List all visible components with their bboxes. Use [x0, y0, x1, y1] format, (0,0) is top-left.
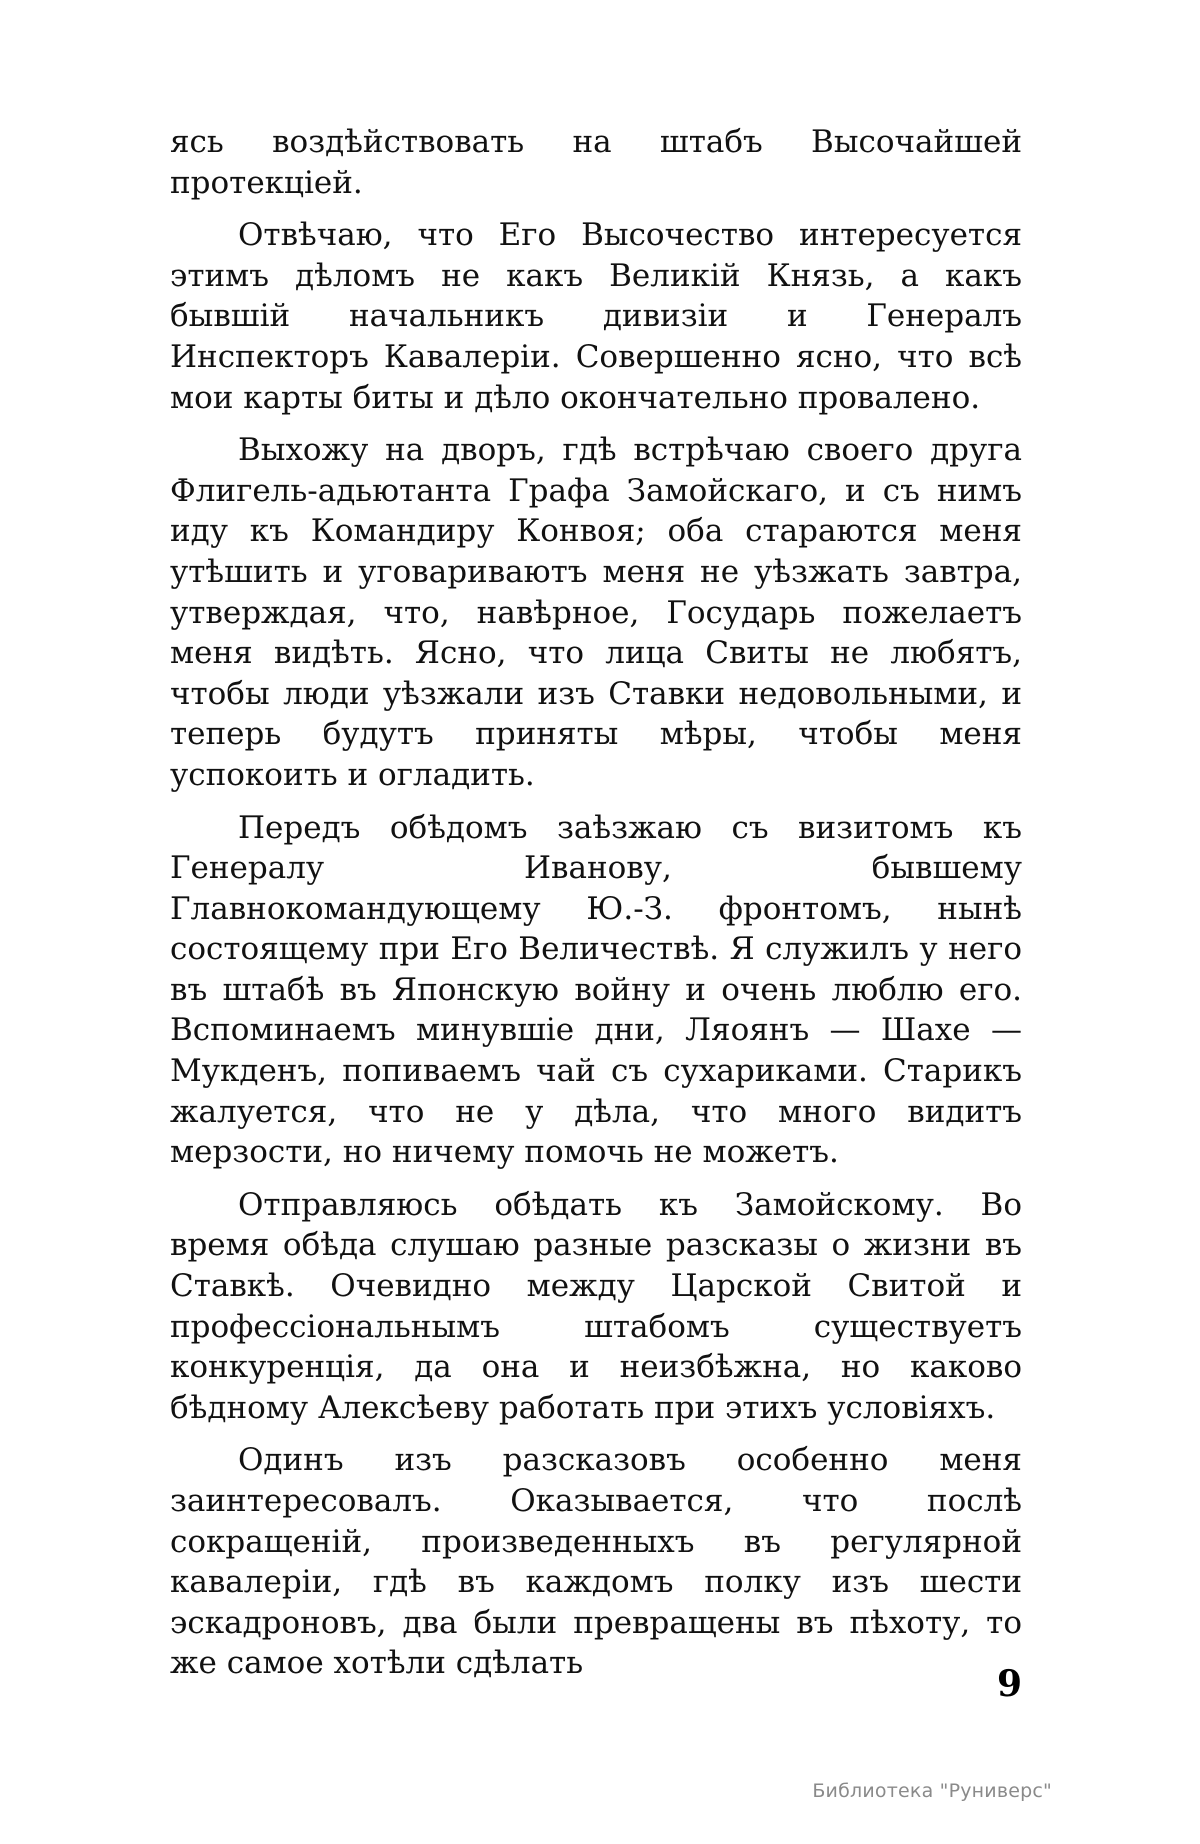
paragraph-6: Одинъ изъ разсказовъ особенно меня заинтересовалъ. Оказывается, что послѣ сокращеній, произведенныхъ въ регулярной кавалеріи, гдѣ въ каждомъ полку изъ шести эскадроновъ, два были превращены въ пѣхоту, то же самое хотѣли сдѣлать: [170, 1442, 1022, 1682]
paragraph-5: Отправляюсь обѣдать къ Замойскому. Во время обѣда слушаю разные разсказы о жизни въ Ставкѣ. Очевидно между Царской Свитой и профессіональнымъ штабомъ существуетъ конкуренція, да она и неизбѣжна, но каково бѣдному Алексѣеву работать при этихъ условіяхъ.: [170, 1186, 1022, 1426]
page-body-text: [170, 122, 1022, 1696]
paragraph-3: Выхожу на дворъ, гдѣ встрѣчаю своего друга Флигель-адьютанта Графа Замойскаго, и съ нимъ иду къ Командиру Конвоя; оба стараются меня утѣшить и уговариваютъ меня не уѣзжать завтра, утверждая, что, навѣрное, Государь пожелаетъ меня видѣть. Ясно, что лица Свиты не любятъ, чтобы люди уѣзжали изъ Ставки недовольными, и теперь будутъ приняты мѣры, чтобы меня успокоить и огладить.: [170, 432, 1022, 793]
library-watermark: Библиотека "Руниверс": [812, 1780, 1052, 1802]
paragraph-1: ясь воздѣйствовать на штабъ Высочайшей протекціей.: [170, 124, 1022, 201]
paragraph-2: Отвѣчаю, что Его Высочество интересуется этимъ дѣломъ не какъ Великій Князь, а какъ бывшій начальникъ дивизіи и Генералъ Инспекторъ Кавалеріи. Совершенно ясно, что всѣ мои карты биты и дѣло окончательно провалено.: [170, 217, 1022, 416]
paragraph-4: Передъ обѣдомъ заѣзжаю съ визитомъ къ Генералу Иванову, бывшему Главнокомандующему Ю.-З. фронтомъ, нынѣ состоящему при Его Величествѣ. Я служилъ у него въ штабѣ въ Японскую войну и очень люблю его. Вспоминаемъ минувшіе дни, Ляоянъ — Шахе — Мукденъ, попиваемъ чай съ сухариками. Старикъ жалуется, что не у дѣла, что много видитъ мерзости, но ничему помочь не можетъ.: [170, 809, 1022, 1171]
page-number: 9: [997, 1663, 1023, 1705]
